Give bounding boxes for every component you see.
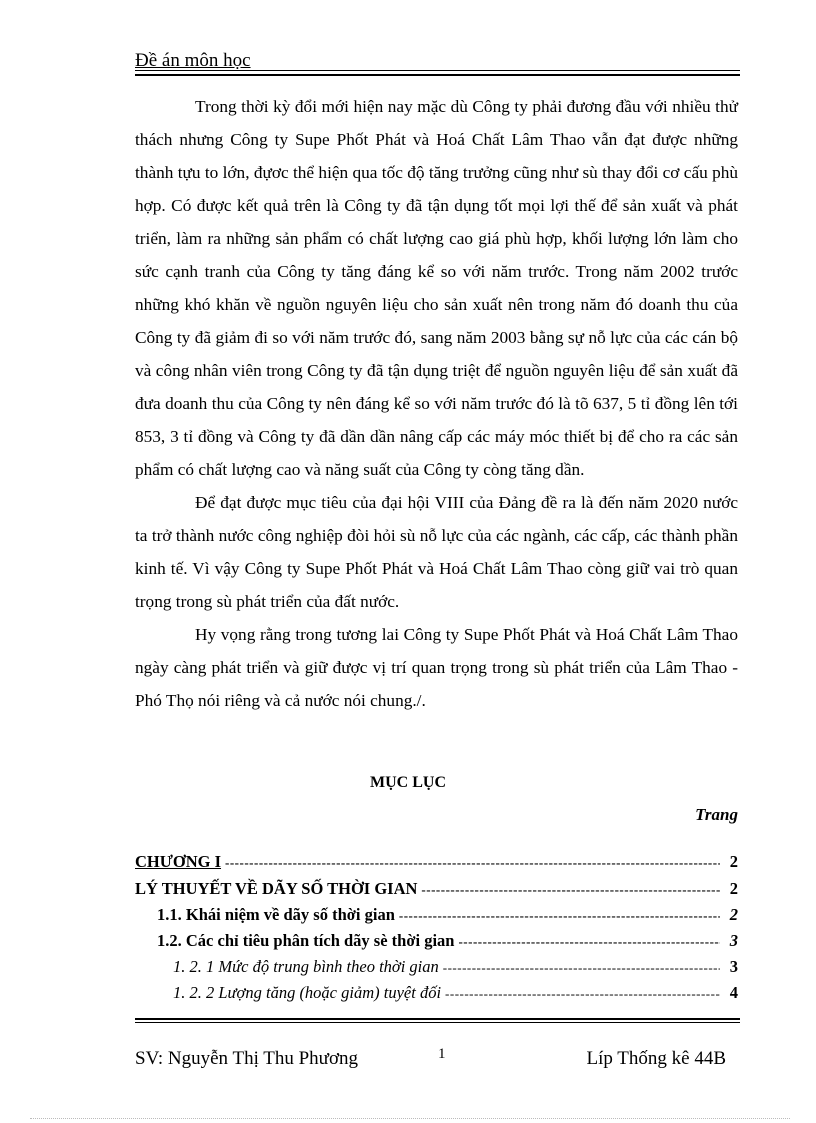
toc-entry-1-2-1[interactable] (135, 957, 738, 977)
toc-entry-page: 4 (729, 983, 738, 1002)
paragraph-2: Để đạt được mục tiêu của đại hội VIII của Đảng đề ra là đến năm 2020 nước ta trở thành nước công nghiệp đòi hỏi sù nỗ lực của các ngành, các cấp, các thành phần kinh tế. Vì vậy Công ty Supe Phốt Phát và Hoá Chất Lâm Thao còng giữ vai trò quan trọng trong sù phát triển của đất nước. (135, 493, 738, 611)
toc-leader (445, 986, 720, 1002)
body-text (135, 90, 738, 717)
header-rule-thick (135, 74, 740, 76)
toc-entry-theory[interactable] (135, 879, 738, 899)
toc-leader (225, 855, 720, 871)
footer-class: Líp Thống kê 44B (586, 1048, 726, 1069)
toc-entry-text: 1. 2. 2 Lượng tăng (hoặc giảm) tuyệt đối (173, 983, 442, 1002)
toc-entry-page: 2 (729, 905, 738, 924)
toc-entry-1-2[interactable] (135, 931, 738, 951)
toc-leader (421, 882, 720, 898)
toc-entry-1-1[interactable] (135, 905, 738, 925)
toc-entry-page: 2 (729, 879, 738, 898)
toc-entry-text: 1.2. Các chỉ tiêu phân tích dãy sè thời gian (157, 931, 455, 950)
paragraph-1: Trong thời kỳ đổi mới hiện nay mặc dù Công ty phải đương đầu với nhiều thử thách nhưng Công ty Supe Phốt Phát và Hoá Chất Lâm Thao vẫn đạt được những thành tựu to lớn, đựơc thể hiện qua tốc độ tăng trưởng cũng như sù thay đổi cơ cấu phù hợp. Có được kết quả trên là Công ty đã tận dụng tốt mọi lợi thế để sản xuất và phát triển, làm ra những sản phẩm có chất lượng cao giá phù hợp, khối lượng lớn làm cho sức cạnh tranh của Công ty tăng đáng kể so với năm trước. Trong năm 2002 trước những khó khăn về nguồn nguyên liệu cho sản xuất nên trong năm đó doanh thu của Công ty đã giảm đi so với năm trước đó, sang năm 2003 bằng sự nỗ lực của các cán bộ và công nhân viên trong Công ty đã tận dụng triệt để nguồn nguyên liệu để sản xuất đã đưa doanh thu của Công ty nên đáng kể so với năm trước đó là tõ 637, 5 tỉ đồng lên tới 853, 3 tỉ đồng và Công ty đã dần dần nâng cấp các máy móc thiết bị để cho ra các sản phẩm có chất lượng cao và năng suất của Công ty còng tăng dần. (135, 97, 738, 479)
toc-entry-text: LÝ THUYẾT VỀ DÃY SỐ THỜI GIAN (135, 879, 418, 898)
toc-entry-page: 2 (729, 852, 738, 871)
page-edge (30, 1118, 790, 1119)
header-title: Đề án môn học (135, 50, 251, 71)
toc-leader (443, 960, 720, 976)
toc-entry-page: 3 (729, 957, 738, 976)
page-footer (135, 1048, 738, 1076)
toc-leader (458, 934, 720, 950)
toc-leader (399, 908, 720, 924)
toc-entry-page: 3 (729, 931, 738, 950)
toc-page-label: Trang (695, 805, 738, 824)
toc-entry-1-2-2[interactable] (135, 983, 738, 1003)
paragraph-3: Hy vọng rằng trong tương lai Công ty Supe Phốt Phát và Hoá Chất Lâm Thao ngày càng phát triển và giữ được vị trí quan trọng trong sù phát triển của Lâm Thao - Phó Thọ nói riêng và cả nước nói chung./. (135, 625, 738, 710)
toc-entry-chapter[interactable] (135, 852, 738, 872)
toc-entry-text: 1.1. Khái niệm về dãy số thời gian (157, 905, 395, 924)
footer-student: SV: Nguyễn Thị Thu Phương (135, 1048, 359, 1069)
toc-entry-text: 1. 2. 1 Mức độ trung bình theo thời gian (173, 957, 439, 976)
toc-title: MỤC LỤC (370, 774, 446, 791)
header-rule-thin (135, 70, 740, 71)
footer-rule-thin (135, 1022, 740, 1023)
page-header (135, 50, 740, 75)
footer-rule-thick (135, 1018, 740, 1020)
footer-page-number: 1 (438, 1046, 446, 1062)
toc-entry-text: CHƯƠNG I (135, 852, 222, 871)
